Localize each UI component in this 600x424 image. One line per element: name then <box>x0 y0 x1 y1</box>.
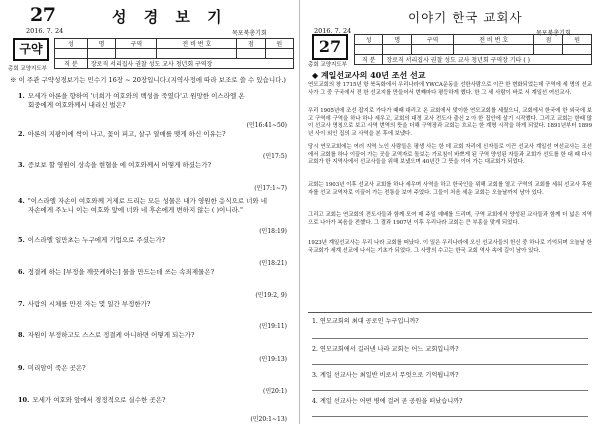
name-field[interactable] <box>87 49 115 59</box>
question-text: 모세가 여호와 앞에서 경정적으로 실수한 곳은? <box>32 396 166 404</box>
review-question-3 <box>312 370 459 379</box>
paragraph-2: 우리 1905년에 조선 잡지로 가다가 때때 대리고 온 교회에서 맞이한 연모교회를 세웠으니, 교회에서 한국에 한 외국에 보고 구역에 구역을 하나 하나 세우고, 교회의 대정 교사 전도사 출신 2 아 한 집안에 살기 시작했다. 그리고 교회는 한때 많이 선교사 명칭으로 보고 사역 번역의 뜻을 더해 구역장과 교회는 흐르는 한 계명 시작을 하게 되었다. 1891년부터 1899년 사이 외인 집의 교 사역을 본 후에 보냈다. <box>308 108 592 137</box>
question-text: 계일 선교사는 어떤 병에 걸려 곧 공원을 떠났습니까? <box>319 398 463 405</box>
phone-field[interactable] <box>157 49 237 59</box>
score-field[interactable] <box>237 49 265 59</box>
score-field[interactable] <box>265 49 293 59</box>
answer-line[interactable] <box>312 338 588 339</box>
publisher: 목포북총기회 <box>536 30 571 37</box>
paragraph-5: 그리고 교회는 연교회의 전도사들과 함께 모여 매 주일 예배를 드리며, 구역 교회에서 양성된 교사들과 함께 더 넓은 지역으로 나아가 복음을 전했다. 그 결과 1907년 이후 우리나라 교회는 큰 부흥을 맞게 되었다. <box>308 212 592 226</box>
question-ref: (민20:1~13) <box>250 416 287 423</box>
issue-date: 2016. 7. 24 <box>26 27 64 35</box>
question-text: 정결케 하는 [부정을 깨끗케하는] 물을 만드는데 쓰는 속죄제물은? <box>27 268 215 276</box>
review-question-2 <box>312 344 459 353</box>
issue-date: 2016. 7. 24 <box>314 27 352 35</box>
review-question-1 <box>312 316 419 325</box>
question-number: 8. <box>18 331 25 339</box>
publisher: 목포북총기회 <box>232 30 267 37</box>
book-badge: 구약 <box>13 38 49 61</box>
question-number: 5. <box>18 236 25 244</box>
role-options: 장로직 서리집사 권찰 성도 교사 청년회 구역장 <box>87 59 293 69</box>
question-ref: (민17:5) <box>263 153 287 160</box>
score-field[interactable] <box>563 45 592 55</box>
issue-badge: 27 <box>312 34 348 60</box>
question-text-cont: 회중에게 여호와께서 내리신 벌은? <box>28 101 126 109</box>
question-text: 아론의 지팡이에 싹이 나고, 꽃이 피고, 살구 열매를 맺게 하신 이유는? <box>27 130 226 138</box>
table-header: 명 <box>383 35 412 45</box>
question-number: 2. <box>312 346 318 353</box>
question-9 <box>18 364 289 373</box>
student-info-table <box>354 34 592 65</box>
question-text: 자원이 부정하고도 스스로 정결케 아니하면 어떻게 되는가? <box>27 331 195 339</box>
paragraph-6: 1923년 계일선교사는 우리 나라 교회를 떠났다. 이 일은 우리나라에 오신 선교사들의 헌신 중 하나로 기억되며 오늘날 한국교회가 세계 선교에 나서는 기초가 되었다. 그 사랑의 수고는 한국 교회 역사 속에 길이 남아 있다. <box>308 240 592 254</box>
question-number: 10. <box>18 396 30 404</box>
review-question-4 <box>312 396 462 405</box>
question-8 <box>18 331 289 340</box>
table-header: 원 <box>563 35 592 45</box>
question-10 <box>18 396 289 405</box>
paragraph-4: 교회는 1903년 이후 선교사 교회를 하나 세우며 사역을 하고 한국인을 위해 교회를 열고 구역의 교회를 세워 선교사 후원자를 선교 교역자로 이끌어 가는 전통을 보여 주었다. 그들이 처음 세운 교회는 오늘날까지 남아 있다. <box>308 182 592 196</box>
question-text: 연모교회에서 길러낸 나라 교회는 어느 교회입니까? <box>319 346 459 353</box>
table-header: 점 <box>534 35 563 45</box>
question-ref: (민16:41~50) <box>246 122 287 129</box>
question-ref: (민18:21) <box>259 260 287 267</box>
table-header: 점 <box>237 39 265 49</box>
question-number: 6. <box>18 268 25 276</box>
district-field[interactable] <box>412 45 454 55</box>
page-title: 이야기 한국 교회사 <box>408 10 523 25</box>
question-text: 미리암이 죽은 곳은? <box>27 364 86 372</box>
table-header: 구역 <box>116 39 157 49</box>
page-title: 성 경 보 기 <box>112 8 228 26</box>
table-header: 명 <box>87 39 115 49</box>
question-3 <box>18 161 289 170</box>
question-number: 1. <box>18 92 25 100</box>
score-field[interactable] <box>534 45 563 55</box>
question-text: 모세가 아론을 향하여 '너희가 여호와의 백성을 죽였다'고 원망한 이스라엘 온 <box>27 92 245 100</box>
role-options: 장로직 서리집사 권찰 성도 교사 청년회 구역장 기타 ( ) <box>383 55 592 65</box>
side-label: 총회 교양지도부 <box>308 62 347 68</box>
question-number: 3. <box>312 372 318 379</box>
table-header: 전 비 번 호 <box>453 35 534 45</box>
question-text: 계일 선교사는 최일반 비로서 무엇으로 기억됩니까? <box>319 372 459 379</box>
table-header: 원 <box>265 39 293 49</box>
paragraph-1: 연모교회의 창 1715년 항 북독화에서 우리나라에 YWCA운동을 선한사람으로 이끈 한 변화되었는데 구역에 세 명의 선교사가 그 중 구국에서 전 한 선교지를 만들어서 번째마다 평등하게 했다. 한 그 세 사람이 바로 서 계일선 여선교사. <box>308 82 592 96</box>
question-5 <box>18 236 289 245</box>
question-1 <box>18 92 289 110</box>
question-number: 2. <box>18 130 25 138</box>
paragraph-3: 당시 연모교회에는 여러 지역 노인 사람들은 평생 사는 한 데 교회 자리에 신자들로 이끈 선교사 계일선 여선교사는 조선에서 교회를 하나 이끌어 가는 곳을 교역자로 돌보는 가르침이 바쁘게 된 구역 양성된 자들과 교회가 선도를 한 대 때 다시 교회가 한 지역사에서 선교사들을 위해 보냈으며 40년간 그 뜻을 이어 가는 대교회가 되었다. <box>308 144 592 166</box>
question-text: 사람의 시체를 만진 자는 몇 일간 부정한가? <box>27 300 151 308</box>
question-text: "이스라엘 자손이 여호와께 거제로 드리는 모든 성물은 내가 영원한 응식으로 너와 네 <box>27 197 268 205</box>
district-field[interactable] <box>116 49 157 59</box>
question-number: 1. <box>312 318 318 325</box>
right-page <box>300 0 600 424</box>
role-label: 직 분 <box>55 59 88 69</box>
question-number: 7. <box>18 300 25 308</box>
table-header: 성 <box>55 39 88 49</box>
question-number: 4. <box>18 197 25 205</box>
question-ref: (민18:19) <box>259 228 287 235</box>
table-header: 구역 <box>412 35 454 45</box>
question-ref: (민19:2, 9) <box>255 292 287 299</box>
instruction-text: ※ 이 주관 구약성경보기는 민수기 16장 ~ 20장입니다.(지역사정에 따라 보조로 쓸 수 있습니다.) <box>10 76 286 84</box>
divider <box>308 312 592 313</box>
student-info-table <box>54 38 294 69</box>
answer-line[interactable] <box>312 416 588 417</box>
role-label: 직 분 <box>355 55 383 65</box>
question-text-cont: 자손에게 주노니 이는 여호와 앞에 너와 네 후손에게 변하지 않는 ( )이니라." <box>28 206 243 214</box>
side-label: 총회 교양지도부 <box>8 66 47 72</box>
question-6 <box>18 268 289 277</box>
question-ref: (민19:11) <box>259 323 287 330</box>
answer-line[interactable] <box>312 364 588 365</box>
question-text: 이스라엘 일만초는 누구에게 기업으로 주셨는가? <box>27 236 166 244</box>
section-title: ◆ 계일선교사의 40년 조선 선교 <box>312 70 426 80</box>
name-field[interactable] <box>355 45 383 55</box>
question-text: 증보보 할 영원이 상속을 현혈을 에 여호와께서 어떻게 하셨는가? <box>27 161 212 169</box>
question-number: 4. <box>312 398 318 405</box>
phone-field[interactable] <box>453 45 534 55</box>
question-ref: (민20:1) <box>263 388 287 395</box>
question-number: 9. <box>18 364 25 372</box>
name-field[interactable] <box>55 49 88 59</box>
name-field[interactable] <box>383 45 412 55</box>
question-number: 3. <box>18 161 25 169</box>
table-header: 전 비 번 호 <box>157 39 237 49</box>
answer-line[interactable] <box>312 390 588 391</box>
question-4 <box>18 197 289 215</box>
question-ref: (민17:1~7) <box>254 185 287 192</box>
issue-number: 27 <box>30 4 56 26</box>
question-2 <box>18 130 289 139</box>
question-7 <box>18 300 289 309</box>
table-header: 성 <box>355 35 383 45</box>
question-ref: (민19:13) <box>259 356 287 363</box>
question-text: 연모교회의 최대 공로인 누구입니까? <box>319 318 419 325</box>
